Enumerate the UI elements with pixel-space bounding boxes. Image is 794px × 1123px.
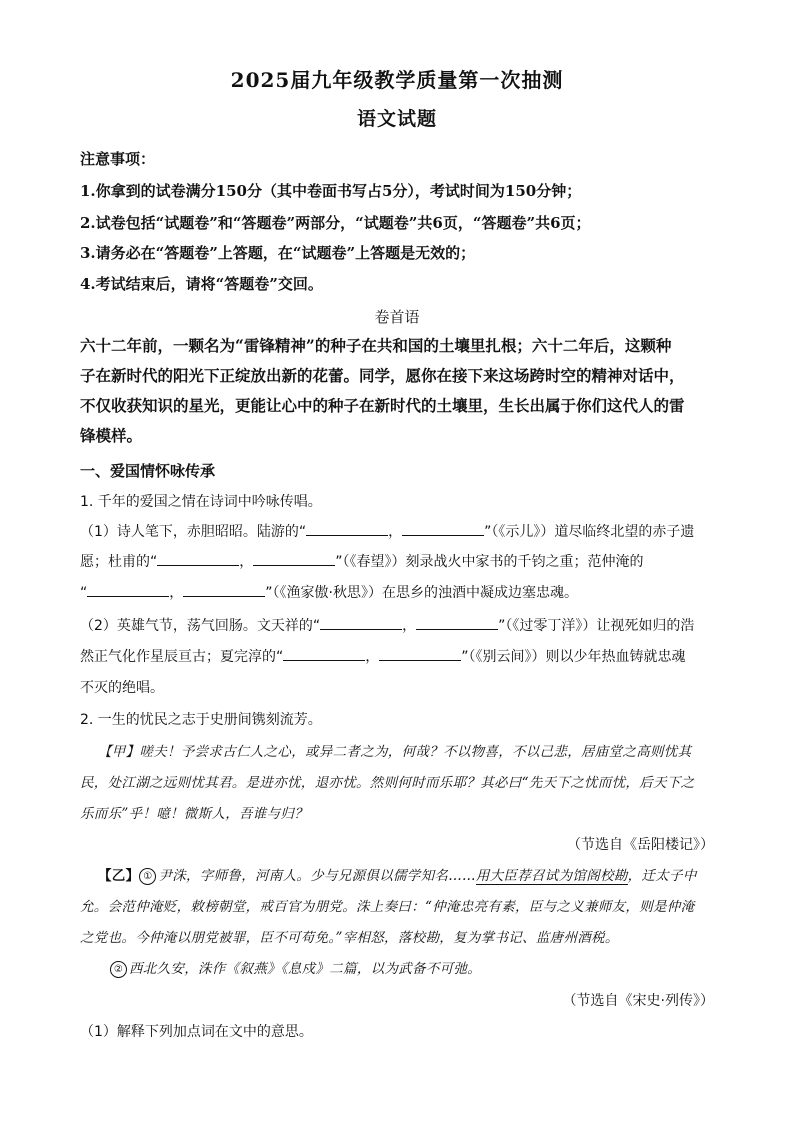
passage-jia-line: 乐而乐”乎！噫！微斯人，吾谁与归？ (80, 806, 309, 822)
question-1-part-2-line: （2）英雄气节，荡气回肠。文天祥的“ ， ”（《过零丁洋》）让视死如归的浩 (80, 618, 695, 634)
question-2-sub-1: （1）解释下列加点词在文中的意思。 (80, 1024, 313, 1040)
exam-title: 2025届九年级教学质量第一次抽测 (230, 68, 564, 92)
passage-yi-source: （节选自《宋史·列传》） (562, 993, 714, 1009)
circled-number: ① (139, 868, 156, 885)
answer-blank[interactable] (157, 553, 239, 566)
passage-jia-line: 民，处江湖之远则忧其君。是进亦忧，退亦忧。然则何时而乐耶？其必曰“先天下之忧而忧，后天下之 (80, 775, 695, 791)
answer-blank[interactable] (416, 617, 498, 630)
preface-title: 卷首语 (374, 308, 420, 326)
answer-blank[interactable] (379, 648, 461, 661)
answer-blank[interactable] (402, 523, 484, 536)
answer-blank[interactable] (253, 553, 335, 566)
notice-item: 3.请务必在“答题卷”上答题，在“试题卷”上答题是无效的； (80, 244, 476, 262)
circled-number: ② (110, 961, 127, 978)
answer-blank[interactable] (183, 584, 265, 597)
preface-line: 锋模样。 (80, 426, 143, 445)
question-1-part-1-line: “ ， ”（《渔家傲·秋思》）在思乡的浊酒中凝成边塞忠魂。 (80, 585, 578, 601)
notice-heading: 注意事项： (80, 150, 156, 168)
passage-jia-source: （节选自《岳阳楼记》） (567, 837, 714, 853)
answer-blank[interactable] (320, 617, 402, 630)
notice-item: 2.试卷包括“试题卷”和“答题卷”两部分，“试题卷”共6页，“答题卷”共6页； (80, 214, 591, 232)
passage-yi-line: ② 西北久安，洙作《叙燕》《息戍》二篇，以为武备不可弛。 (110, 957, 481, 978)
passage-jia-line: 【甲】嗟夫！予尝求古仁人之心，或异二者之为，何哉？不以物喜，不以己悲，居庙堂之高则忧其 (98, 744, 692, 760)
notice-item: 1.你拿到的试卷满分150分（其中卷面书写占5分），考试时间为150分钟； (80, 182, 582, 200)
passage-yi-line: 【乙】 ① 尹洙，字师鲁，河南人。少与兄源俱以儒学知名……用大臣荐召试为馆阁校勘，迁太子中 (98, 868, 697, 884)
exam-subtitle: 语文试题 (356, 108, 437, 130)
question-1-stem: 1. 千年的爱国之情在诗词中吟咏传唱。 (80, 494, 322, 510)
answer-blank[interactable] (283, 648, 365, 661)
answer-blank[interactable] (87, 584, 169, 597)
passage-yi-line: 允。会范仲淹贬，敕榜朝堂，戒百官为朋党。洙上奏曰：“仲淹忠亮有素，臣与之义兼师友，则是仲淹 (80, 899, 695, 915)
answer-blank[interactable] (306, 523, 388, 536)
question-1-part-2-line: 不灭的绝唱。 (80, 680, 164, 696)
question-1-part-1-line: （1）诗人笔下，赤胆昭昭。陆游的“ ， ”（《示儿》）道尽临终北望的赤子遗 (80, 524, 695, 540)
preface-line: 子在新时代的阳光下正绽放出新的花蕾。同学，愿你在接下来这场跨时空的精神对话中， (80, 366, 685, 385)
underlined-sentence: 用大臣荐召试为馆阁校勘 (475, 868, 628, 884)
question-1-part-1-line: 愿；杜甫的“ ， ”（《春望》）刻录战火中家书的千钧之重；范仲淹的 (80, 554, 644, 570)
question-2-stem: 2. 一生的忧民之志于史册间镌刻流芳。 (80, 712, 322, 728)
section-title: 一、爱国情怀咏传承 (80, 462, 216, 480)
preface-line: 不仅收获知识的星光，更能让心中的种子在新时代的土壤里，生长出属于你们这代人的雷 (80, 396, 685, 415)
passage-yi-line: 之党也。今仲淹以朋党被罪，臣不可苟免。”宰相怒，落校勘，复为掌书记、监唐州酒税。 (80, 930, 619, 946)
question-1-part-2-line: 然正气化作星辰亘古；夏完淳的“ ， ”（《别云间》）则以少年热血铸就忠魂 (80, 649, 686, 665)
notice-item: 4.考试结束后，请将“答题卷”交回。 (80, 275, 323, 293)
preface-line: 六十二年前，一颗名为“雷锋精神”的种子在共和国的土壤里扎根；六十二年后，这颗种 (80, 336, 672, 355)
